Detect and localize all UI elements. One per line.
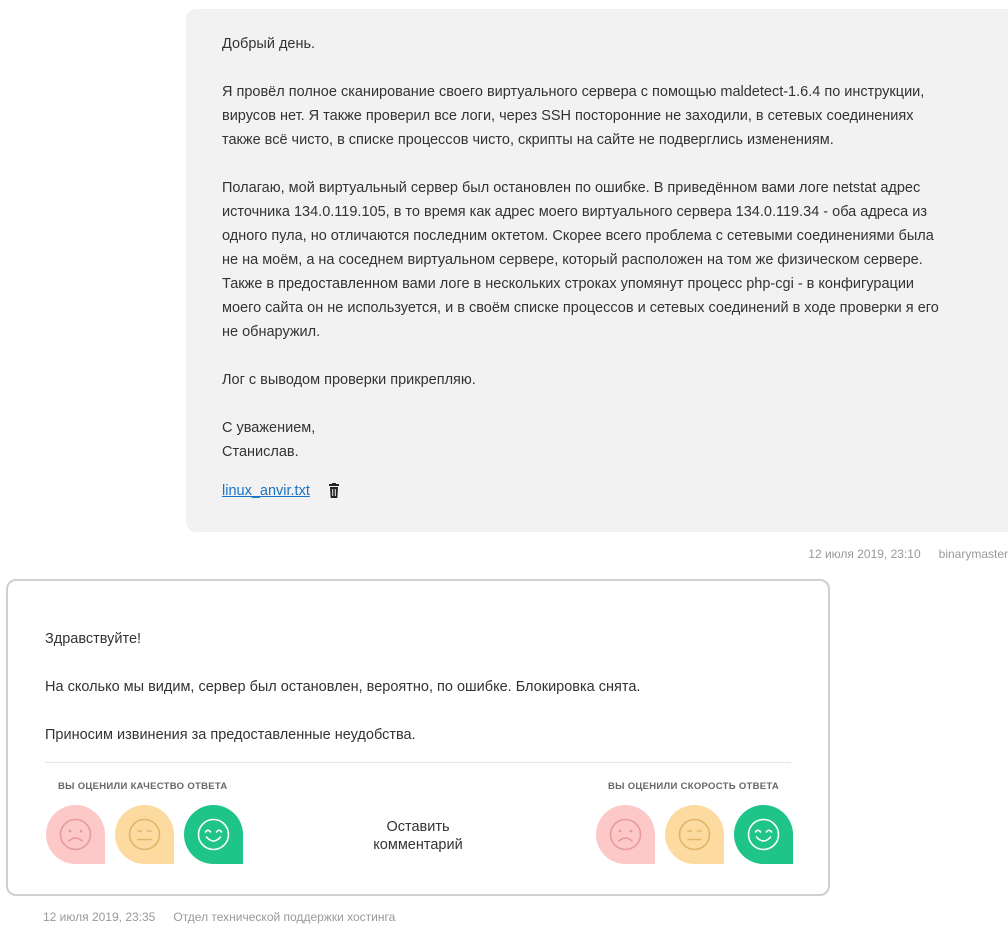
text-line: Приносим извинения за предоставленные неудобства. xyxy=(45,727,416,743)
divider xyxy=(45,762,791,763)
text-line: Также в предоставленном вами логе в нескольких строках упомянут процесс php-cgi - в конфигурации xyxy=(222,276,915,292)
text-line: не обнаружил. xyxy=(222,324,321,340)
text-line: также всё чисто, в списке процессов чисто, скрипты на сайте не подверглись изменениям. xyxy=(222,132,834,148)
user-message-bubble xyxy=(186,9,1008,532)
leave-comment-button[interactable]: Оставить комментарий xyxy=(373,819,463,853)
text-line: С уважением, xyxy=(222,420,316,436)
speed-rating-title: ВЫ ОЦЕНИЛИ СКОРОСТЬ ОТВЕТА xyxy=(608,781,780,792)
support-message-text xyxy=(45,627,828,747)
quality-rating-group xyxy=(45,804,244,865)
sad-face-icon[interactable] xyxy=(45,804,106,865)
paragraph-gap xyxy=(45,699,828,723)
speed-rating-group xyxy=(595,804,794,865)
paragraph-gap xyxy=(222,344,1008,368)
support-message-meta xyxy=(43,910,395,924)
happy-face-icon[interactable] xyxy=(183,804,244,865)
user-message-date: 12 июля 2019, 23:10 xyxy=(808,547,921,561)
attachment-row xyxy=(222,480,1008,502)
text-line: одного пула, но отличаются последним октетом. Скорее всего проблема с сетевыми соединениями была xyxy=(222,228,934,244)
text-line: Я провёл полное сканирование своего виртуального сервера с помощью maldetect-1.6.4 по инструкции, xyxy=(222,84,925,100)
neutral-face-icon[interactable] xyxy=(114,804,175,865)
paragraph-gap xyxy=(222,56,1008,80)
text-line: моего сайта он не используется, и в своём списке процессов и сетевых соединений в ходе проверки я его xyxy=(222,300,939,316)
text-line: На сколько мы видим, сервер был остановлен, вероятно, по ошибке. Блокировка снята. xyxy=(45,679,641,695)
paragraph-gap xyxy=(222,392,1008,416)
sad-face-icon[interactable] xyxy=(595,804,656,865)
text-line: Лог с выводом проверки прикрепляю. xyxy=(222,372,476,388)
text-line: Добрый день. xyxy=(222,36,316,52)
support-message-bubble xyxy=(6,579,830,896)
text-line: Станислав. xyxy=(222,444,299,460)
text-line: Здравствуйте! xyxy=(45,631,142,647)
user-message-meta xyxy=(808,547,1008,561)
paragraph-gap xyxy=(222,152,1008,176)
text-line: вирусов нет. Я также проверил все логи, через SSH посторонние не заходили, в сетевых соединениях xyxy=(222,108,914,124)
user-message-text xyxy=(222,32,1008,464)
text-line: Полагаю, мой виртуальный сервер был остановлен по ошибке. В приведённом вами логе netstat адрес xyxy=(222,180,921,196)
text-line: источника 134.0.119.105, в то время как адрес моего виртуального сервера 134.0.119.34 - оба адреса из xyxy=(222,204,928,220)
text-line: не на моём, а на соседнем виртуальном сервере, который расположен на том же физическом сервере. xyxy=(222,252,923,268)
paragraph-gap xyxy=(45,651,828,675)
happy-face-icon[interactable] xyxy=(733,804,794,865)
support-message-author: Отдел технической поддержки хостинга xyxy=(173,910,396,924)
user-message-author: binarymaster xyxy=(938,547,1008,561)
quality-rating-title: ВЫ ОЦЕНИЛИ КАЧЕСТВО ОТВЕТА xyxy=(58,781,228,792)
neutral-face-icon[interactable] xyxy=(664,804,725,865)
support-message-date: 12 июля 2019, 23:35 xyxy=(43,910,156,924)
trash-icon[interactable] xyxy=(327,483,341,499)
attachment-link[interactable]: linux_anvir.txt xyxy=(222,483,310,499)
